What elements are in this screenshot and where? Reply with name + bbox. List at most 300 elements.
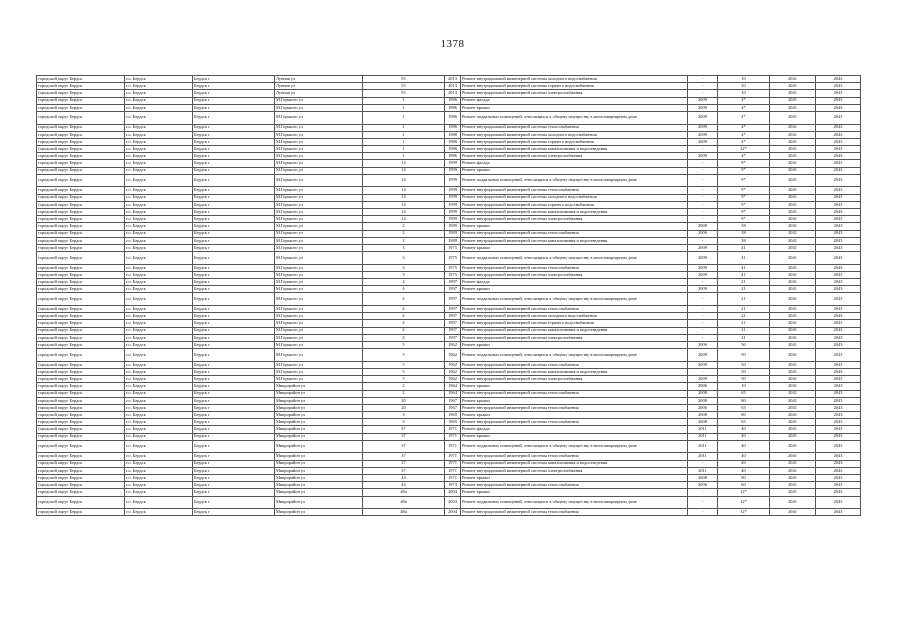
last-repair-year-cell: - — [688, 293, 718, 306]
wear-percent-cell: 9* — [718, 174, 770, 187]
last-repair-year-cell: 2011 — [688, 426, 718, 433]
period-end-cell: 2043 — [816, 264, 861, 271]
work-type-cell: Ремонт подвальных помещений, относящихся к общему имуществу в многоквартирном доме — [461, 174, 688, 187]
build-year-cell: 1997 — [445, 293, 461, 306]
period-start-cell: 2041 — [770, 390, 816, 397]
table-row — [37, 76, 861, 83]
table-row — [37, 146, 861, 153]
work-type-cell: Ремонт подвальных помещений, относящихся к общему имуществу в многоквартирном доме — [461, 440, 688, 453]
build-year-cell: 1999 — [445, 160, 461, 167]
wear-percent-cell: 9* — [718, 209, 770, 216]
municipality-cell: городской округ Бердск — [37, 426, 125, 433]
street-cell: М.Горького ул — [275, 97, 363, 104]
build-year-cell: 1989 — [445, 237, 461, 244]
period-start-cell: 2041 — [770, 453, 816, 460]
build-year-cell: 1971 — [445, 453, 461, 460]
municipality-cell: городской округ Бердск — [37, 482, 125, 489]
last-repair-year-cell: 2011 — [688, 433, 718, 440]
street-cell: М.Горького ул — [275, 286, 363, 293]
period-end-cell: 2043 — [816, 209, 861, 216]
table-row — [37, 230, 861, 237]
build-year-cell: 1962 — [445, 361, 461, 368]
settlement-cell: г.о. Бердск — [125, 216, 193, 223]
municipality-cell: городской округ Бердск — [37, 475, 125, 482]
house-number-cell: 1 — [363, 131, 445, 138]
settlement-cell: г.о. Бердск — [125, 194, 193, 201]
settlement-cell: г.о. Бердск — [125, 90, 193, 97]
settlement-cell: г.о. Бердск — [125, 209, 193, 216]
last-repair-year-cell: - — [688, 496, 718, 509]
wear-percent-cell: 50 — [718, 376, 770, 383]
wear-percent-cell: 4* — [718, 124, 770, 131]
locality-cell: Бердск г — [193, 223, 275, 230]
build-year-cell: 1986 — [445, 153, 461, 160]
work-type-cell: Ремонт внутридомовой инженерной системы теплоснабжения — [461, 230, 688, 237]
last-repair-year-cell: - — [688, 237, 718, 244]
street-cell: М.Горького ул — [275, 279, 363, 286]
settlement-cell: г.о. Бердск — [125, 334, 193, 341]
work-type-cell: Ремонт внутридомовой инженерной системы теплоснабжения — [461, 124, 688, 131]
house-number-cell: 14 — [363, 187, 445, 194]
period-end-cell: 2043 — [816, 252, 861, 265]
settlement-cell: г.о. Бердск — [125, 271, 193, 278]
table-row — [37, 174, 861, 187]
table-row — [37, 313, 861, 320]
wear-percent-cell: 21 — [718, 279, 770, 286]
table-row — [37, 460, 861, 467]
table-row — [37, 419, 861, 426]
period-start-cell: 2041 — [770, 334, 816, 341]
period-start-cell: 2041 — [770, 482, 816, 489]
work-type-cell: Ремонт внутридомовой инженерной системы электроснабжения — [461, 467, 688, 474]
municipality-cell: городской округ Бердск — [37, 90, 125, 97]
wear-percent-cell: 40 — [718, 467, 770, 474]
wear-percent-cell: 80 — [718, 397, 770, 404]
table-row — [37, 187, 861, 194]
table-row — [37, 349, 861, 362]
last-repair-year-cell: - — [688, 83, 718, 90]
settlement-cell: г.о. Бердск — [125, 368, 193, 375]
house-number-cell: 2 — [363, 223, 445, 230]
settlement-cell: г.о. Бердск — [125, 383, 193, 390]
period-start-cell: 2041 — [770, 111, 816, 124]
house-number-cell: 4 — [363, 320, 445, 327]
work-type-cell: Ремонт внутридомовой инженерной системы горячего водоснабжения — [461, 138, 688, 145]
period-end-cell: 2043 — [816, 475, 861, 482]
municipality-cell: городской округ Бердск — [37, 174, 125, 187]
locality-cell: Бердск г — [193, 146, 275, 153]
period-end-cell: 2043 — [816, 482, 861, 489]
build-year-cell: 1997 — [445, 286, 461, 293]
settlement-cell: г.о. Бердск — [125, 419, 193, 426]
period-end-cell: 2043 — [816, 124, 861, 131]
wear-percent-cell: 38 — [718, 223, 770, 230]
period-end-cell: 2043 — [816, 419, 861, 426]
municipality-cell: городской округ Бердск — [37, 349, 125, 362]
table-row — [37, 440, 861, 453]
wear-percent-cell: 41 — [718, 271, 770, 278]
street-cell: Лунная ул — [275, 83, 363, 90]
house-number-cell: 48а — [363, 489, 445, 496]
wear-percent-cell: 20 — [718, 83, 770, 90]
period-end-cell: 2043 — [816, 467, 861, 474]
locality-cell: Бердск г — [193, 313, 275, 320]
wear-percent-cell: 9* — [718, 216, 770, 223]
period-end-cell: 2043 — [816, 368, 861, 375]
settlement-cell: г.о. Бердск — [125, 97, 193, 104]
wear-percent-cell: 40 — [718, 426, 770, 433]
last-repair-year-cell: 2009 — [688, 138, 718, 145]
last-repair-year-cell: 2006 — [688, 342, 718, 349]
street-cell: М.Горького ул — [275, 293, 363, 306]
table-row — [37, 209, 861, 216]
locality-cell: Бердск г — [193, 104, 275, 111]
settlement-cell: г.о. Бердск — [125, 509, 193, 516]
period-end-cell: 2043 — [816, 412, 861, 419]
wear-percent-cell: 38 — [718, 237, 770, 244]
street-cell: Микрорайон ул — [275, 453, 363, 460]
work-type-cell: Ремонт крыши — [461, 475, 688, 482]
street-cell: М.Горького ул — [275, 209, 363, 216]
street-cell: Микрорайон ул — [275, 475, 363, 482]
locality-cell: Бердск г — [193, 467, 275, 474]
table-body — [37, 76, 861, 516]
house-number-cell: 3 — [363, 244, 445, 251]
last-repair-year-cell: 2008 — [688, 475, 718, 482]
period-start-cell: 2041 — [770, 174, 816, 187]
wear-percent-cell: 50 — [718, 368, 770, 375]
table-row — [37, 131, 861, 138]
period-start-cell: 2041 — [770, 433, 816, 440]
work-type-cell: Ремонт крыши — [461, 244, 688, 251]
municipality-cell: городской округ Бердск — [37, 313, 125, 320]
period-start-cell: 2041 — [770, 187, 816, 194]
period-start-cell: 2041 — [770, 383, 816, 390]
house-number-cell: 5 — [363, 349, 445, 362]
locality-cell: Бердск г — [193, 138, 275, 145]
municipality-cell: городской округ Бердск — [37, 327, 125, 334]
wear-percent-cell: 21 — [718, 293, 770, 306]
municipality-cell: городской округ Бердск — [37, 104, 125, 111]
municipality-cell: городской округ Бердск — [37, 97, 125, 104]
wear-percent-cell: 80 — [718, 475, 770, 482]
house-number-cell: 1 — [363, 138, 445, 145]
work-type-cell: Ремонт внутридомовой инженерной системы теплоснабжения — [461, 264, 688, 271]
period-end-cell: 2043 — [816, 201, 861, 208]
period-end-cell: 2043 — [816, 187, 861, 194]
street-cell: Микрорайон ул — [275, 496, 363, 509]
settlement-cell: г.о. Бердск — [125, 111, 193, 124]
street-cell: Микрорайон ул — [275, 440, 363, 453]
work-type-cell: Ремонт внутридомовой инженерной системы теплоснабжения — [461, 404, 688, 411]
house-number-cell: 1 — [363, 111, 445, 124]
house-number-cell: 55 — [363, 76, 445, 83]
build-year-cell: 1965 — [445, 412, 461, 419]
table-row — [37, 90, 861, 97]
table-row — [37, 383, 861, 390]
build-year-cell: 1997 — [445, 279, 461, 286]
wear-percent-cell: 10 — [718, 76, 770, 83]
work-type-cell: Ремонт внутридомовой инженерной системы канализования и водоотведения — [461, 327, 688, 334]
period-end-cell: 2043 — [816, 433, 861, 440]
house-number-cell: 5 — [363, 376, 445, 383]
period-start-cell: 2041 — [770, 475, 816, 482]
build-year-cell: 1986 — [445, 97, 461, 104]
build-year-cell: 1962 — [445, 368, 461, 375]
period-end-cell: 2043 — [816, 440, 861, 453]
last-repair-year-cell: - — [688, 174, 718, 187]
work-type-cell: Ремонт крыши — [461, 397, 688, 404]
locality-cell: Бердск г — [193, 83, 275, 90]
house-number-cell: 44 — [363, 482, 445, 489]
last-repair-year-cell: 2009 — [688, 104, 718, 111]
period-end-cell: 2043 — [816, 453, 861, 460]
work-type-cell: Ремонт подвальных помещений, относящихся к общему имуществу в многоквартирном доме — [461, 496, 688, 509]
build-year-cell: 1962 — [445, 376, 461, 383]
house-number-cell: 1 — [363, 153, 445, 160]
house-number-cell: 2 — [363, 237, 445, 244]
period-start-cell: 2041 — [770, 496, 816, 509]
last-repair-year-cell: 2009 — [688, 361, 718, 368]
last-repair-year-cell: 2008 — [688, 390, 718, 397]
work-type-cell: Ремонт внутридомовой инженерной системы холодного водоснабжения — [461, 313, 688, 320]
table-row — [37, 412, 861, 419]
last-repair-year-cell: - — [688, 201, 718, 208]
wear-percent-cell: 41 — [718, 264, 770, 271]
wear-percent-cell: 22* — [718, 146, 770, 153]
table-row — [37, 361, 861, 368]
last-repair-year-cell: 2008 — [688, 419, 718, 426]
work-type-cell: Ремонт подвальных помещений, относящихся к общему имуществу в многоквартирном доме — [461, 252, 688, 265]
house-number-cell: 37 — [363, 440, 445, 453]
wear-percent-cell: 12* — [718, 509, 770, 516]
locality-cell: Бердск г — [193, 209, 275, 216]
settlement-cell: г.о. Бердск — [125, 327, 193, 334]
build-year-cell: 1975 — [445, 264, 461, 271]
wear-percent-cell: 65 — [718, 390, 770, 397]
last-repair-year-cell: - — [688, 509, 718, 516]
settlement-cell: г.о. Бердск — [125, 489, 193, 496]
settlement-cell: г.о. Бердск — [125, 453, 193, 460]
build-year-cell: 1964 — [445, 383, 461, 390]
table-row — [37, 104, 861, 111]
build-year-cell: 2004 — [445, 489, 461, 496]
build-year-cell: 1989 — [445, 223, 461, 230]
period-start-cell: 2041 — [770, 349, 816, 362]
period-start-cell: 2041 — [770, 97, 816, 104]
settlement-cell: г.о. Бердск — [125, 313, 193, 320]
build-year-cell: 1975 — [445, 271, 461, 278]
last-repair-year-cell: 2011 — [688, 467, 718, 474]
period-start-cell: 2041 — [770, 361, 816, 368]
locality-cell: Бердск г — [193, 216, 275, 223]
period-end-cell: 2043 — [816, 97, 861, 104]
last-repair-year-cell: - — [688, 489, 718, 496]
municipality-cell: городской округ Бердск — [37, 209, 125, 216]
municipality-cell: городской округ Бердск — [37, 167, 125, 174]
house-number-cell: 55 — [363, 90, 445, 97]
municipality-cell: городской округ Бердск — [37, 390, 125, 397]
period-start-cell: 2041 — [770, 252, 816, 265]
municipality-cell: городской округ Бердск — [37, 216, 125, 223]
table-row — [37, 111, 861, 124]
period-start-cell: 2041 — [770, 216, 816, 223]
last-repair-year-cell: 2009 — [688, 286, 718, 293]
municipality-cell: городской округ Бердск — [37, 187, 125, 194]
municipality-cell: городской округ Бердск — [37, 160, 125, 167]
street-cell: Микрорайон ул — [275, 433, 363, 440]
street-cell: М.Горького ул — [275, 160, 363, 167]
period-end-cell: 2043 — [816, 293, 861, 306]
period-start-cell: 2041 — [770, 320, 816, 327]
house-number-cell: 37 — [363, 453, 445, 460]
municipality-cell: городской округ Бердск — [37, 138, 125, 145]
table-row — [37, 426, 861, 433]
wear-percent-cell: 40 — [718, 460, 770, 467]
period-start-cell: 2041 — [770, 146, 816, 153]
settlement-cell: г.о. Бердск — [125, 187, 193, 194]
period-start-cell: 2041 — [770, 124, 816, 131]
municipality-cell: городской округ Бердск — [37, 153, 125, 160]
street-cell: М.Горького ул — [275, 124, 363, 131]
build-year-cell: 1986 — [445, 138, 461, 145]
locality-cell: Бердск г — [193, 383, 275, 390]
house-number-cell: 1 — [363, 97, 445, 104]
period-end-cell: 2043 — [816, 223, 861, 230]
build-year-cell: 1989 — [445, 230, 461, 237]
work-type-cell: Ремонт внутридомовой инженерной системы электроснабжения — [461, 376, 688, 383]
work-type-cell: Ремонт внутридомовой инженерной системы канализования и водоотведения — [461, 368, 688, 375]
period-start-cell: 2041 — [770, 440, 816, 453]
street-cell: М.Горького ул — [275, 237, 363, 244]
page-number: 1378 — [440, 38, 465, 50]
build-year-cell: 1971 — [445, 426, 461, 433]
table-row — [37, 489, 861, 496]
street-cell: М.Горького ул — [275, 342, 363, 349]
house-number-cell: 14 — [363, 174, 445, 187]
period-start-cell: 2041 — [770, 76, 816, 83]
build-year-cell: 1967 — [445, 397, 461, 404]
period-start-cell: 2041 — [770, 230, 816, 237]
period-start-cell: 2041 — [770, 223, 816, 230]
settlement-cell: г.о. Бердск — [125, 440, 193, 453]
house-number-cell: 4 — [363, 327, 445, 334]
build-year-cell: 2013 — [445, 83, 461, 90]
table-row — [37, 271, 861, 278]
house-number-cell: 55 — [363, 83, 445, 90]
locality-cell: Бердск г — [193, 167, 275, 174]
settlement-cell: г.о. Бердск — [125, 83, 193, 90]
house-number-cell: 4 — [363, 293, 445, 306]
last-repair-year-cell: - — [688, 320, 718, 327]
settlement-cell: г.о. Бердск — [125, 201, 193, 208]
settlement-cell: г.о. Бердск — [125, 412, 193, 419]
work-type-cell: Ремонт фасада — [461, 279, 688, 286]
street-cell: Микрорайон ул — [275, 460, 363, 467]
municipality-cell: городской округ Бердск — [37, 453, 125, 460]
period-end-cell: 2043 — [816, 397, 861, 404]
wear-percent-cell: 21 — [718, 306, 770, 313]
wear-percent-cell: 10 — [718, 90, 770, 97]
period-end-cell: 2043 — [816, 146, 861, 153]
work-type-cell: Ремонт внутридомовой инженерной системы теплоснабжения — [461, 361, 688, 368]
locality-cell: Бердск г — [193, 201, 275, 208]
municipality-cell: городской округ Бердск — [37, 201, 125, 208]
wear-percent-cell: 12* — [718, 496, 770, 509]
period-start-cell: 2041 — [770, 153, 816, 160]
table-row — [37, 404, 861, 411]
period-start-cell: 2041 — [770, 104, 816, 111]
work-type-cell: Ремонт крыши — [461, 412, 688, 419]
table-row — [37, 496, 861, 509]
work-type-cell: Ремонт внутридомовой инженерной системы теплоснабжения — [461, 453, 688, 460]
work-type-cell: Ремонт внутридомовой инженерной системы канализования и водоотведения — [461, 460, 688, 467]
house-number-cell: 44 — [363, 475, 445, 482]
build-year-cell: 1971 — [445, 440, 461, 453]
municipality-cell: городской округ Бердск — [37, 397, 125, 404]
municipality-cell: городской округ Бердск — [37, 440, 125, 453]
locality-cell: Бердск г — [193, 496, 275, 509]
house-number-cell: 3 — [363, 412, 445, 419]
period-end-cell: 2043 — [816, 349, 861, 362]
wear-percent-cell: 21 — [718, 327, 770, 334]
wear-percent-cell: 4* — [718, 131, 770, 138]
work-type-cell: Ремонт внутридомовой инженерной системы теплоснабжения — [461, 390, 688, 397]
municipality-cell: городской округ Бердск — [37, 111, 125, 124]
last-repair-year-cell: 2011 — [688, 453, 718, 460]
locality-cell: Бердск г — [193, 412, 275, 419]
municipality-cell: городской округ Бердск — [37, 489, 125, 496]
house-number-cell: 2 — [363, 390, 445, 397]
last-repair-year-cell: 2008 — [688, 412, 718, 419]
settlement-cell: г.о. Бердск — [125, 482, 193, 489]
settlement-cell: г.о. Бердск — [125, 475, 193, 482]
period-start-cell: 2041 — [770, 368, 816, 375]
period-start-cell: 2041 — [770, 426, 816, 433]
wear-percent-cell: 60 — [718, 482, 770, 489]
settlement-cell: г.о. Бердск — [125, 146, 193, 153]
settlement-cell: г.о. Бердск — [125, 223, 193, 230]
build-year-cell: 1986 — [445, 131, 461, 138]
house-number-cell: 37 — [363, 426, 445, 433]
period-start-cell: 2041 — [770, 419, 816, 426]
period-start-cell: 2041 — [770, 194, 816, 201]
table-row — [37, 201, 861, 208]
street-cell: М.Горького ул — [275, 252, 363, 265]
table-row — [37, 306, 861, 313]
wear-percent-cell: 50 — [718, 342, 770, 349]
table-row — [37, 153, 861, 160]
street-cell: М.Горького ул — [275, 361, 363, 368]
work-type-cell: Ремонт внутридомовой инженерной системы канализования и водоотведения — [461, 237, 688, 244]
municipality-cell: городской округ Бердск — [37, 293, 125, 306]
table-row — [37, 244, 861, 251]
wear-percent-cell: 65 — [718, 404, 770, 411]
build-year-cell: 1986 — [445, 146, 461, 153]
table-row — [37, 216, 861, 223]
street-cell: М.Горького ул — [275, 349, 363, 362]
period-start-cell: 2041 — [770, 244, 816, 251]
municipality-cell: городской округ Бердск — [37, 361, 125, 368]
build-year-cell: 1999 — [445, 209, 461, 216]
period-start-cell: 2041 — [770, 412, 816, 419]
street-cell: Микрорайон ул — [275, 419, 363, 426]
house-number-cell: 5 — [363, 361, 445, 368]
period-end-cell: 2043 — [816, 237, 861, 244]
last-repair-year-cell: - — [688, 167, 718, 174]
locality-cell: Бердск г — [193, 509, 275, 516]
locality-cell: Бердск г — [193, 426, 275, 433]
